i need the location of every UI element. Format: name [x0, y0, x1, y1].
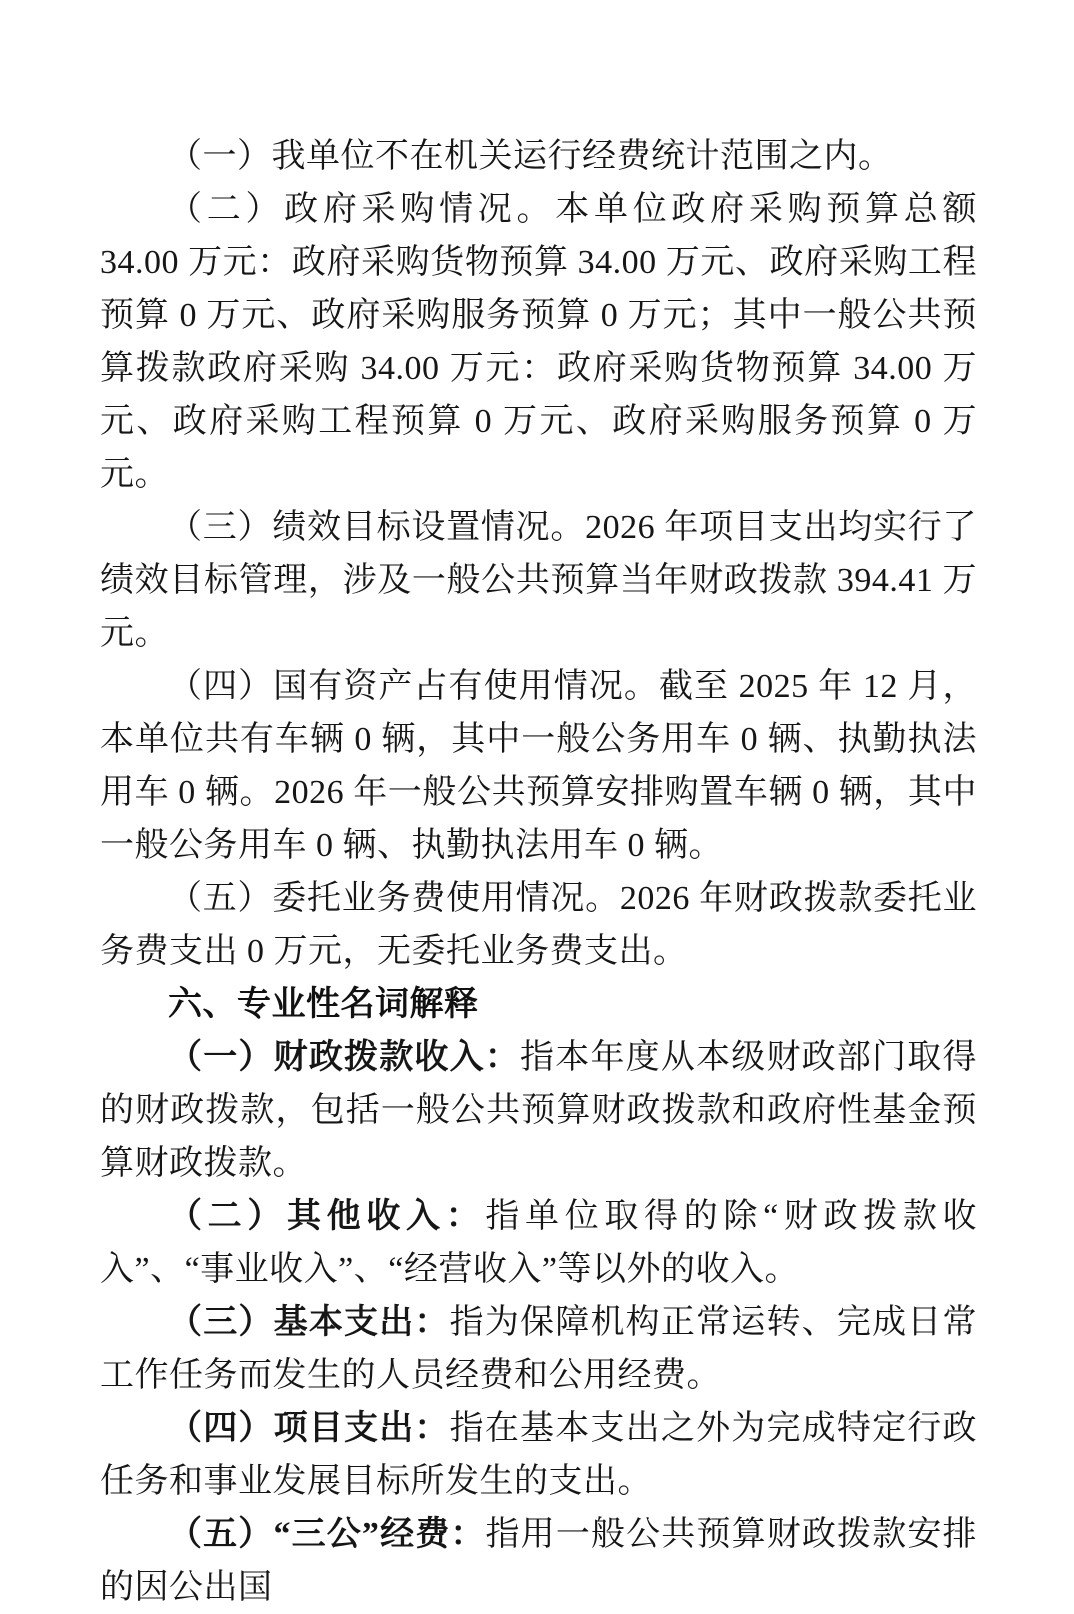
- paragraph: （五）“三公”经费：指用一般公共预算财政拨款安排的因公出国: [100, 1516, 978, 1606]
- term-label: （四）项目支出：: [168, 1410, 450, 1447]
- paragraph: （三）基本支出：指为保障机构正常运转、完成日常工作任务而发生的人员经费和公用经费。: [100, 1304, 978, 1394]
- document-body: [100, 130, 977, 1614]
- paragraph: （四）国有资产占有使用情况。截至 2025 年 12 月，本单位共有车辆 0 辆，其中一般公务用车 0 辆、执勤执法用车 0 辆。2026 年一般公共预算安排购置车辆 0 辆，其中一般公务用车 0 辆、执勤执法用车 0 辆。: [100, 668, 977, 864]
- paragraph: （四）项目支出：指在基本支出之外为完成特定行政任务和事业发展目标所发生的支出。: [100, 1410, 978, 1500]
- paragraph: （二）政府采购情况。本单位政府采购预算总额 34.00 万元：政府采购货物预算 34.00 万元、政府采购工程预算 0 万元、政府采购服务预算 0 万元；其中一般公共预算拨款政府采购 34.00 万元：政府采购货物预算 34.00 万元、政府采购工程预算 0 万元、政府采购服务预算 0 万元。: [100, 191, 977, 493]
- paragraph: （三）绩效目标设置情况。2026 年项目支出均实行了绩效目标管理，涉及一般公共预算当年财政拨款 394.41 万元。: [100, 509, 977, 652]
- term-label: （五）“三公”经费：: [168, 1516, 486, 1553]
- term-label: （一）财政拨款收入：: [168, 1039, 521, 1076]
- term-label: （二）其他收入：: [168, 1198, 486, 1235]
- paragraph: （一）我单位不在机关运行经费统计范围之内。: [168, 138, 893, 175]
- term-label: （三）基本支出：: [168, 1304, 450, 1341]
- paragraph: （五）委托业务费使用情况。2026 年财政拨款委托业务费支出 0 万元，无委托业务费支出。: [100, 880, 977, 970]
- paragraph: （二）其他收入：指单位取得的除“财政拨款收入”、“事业收入”、“经营收入”等以外的收入。: [100, 1198, 978, 1288]
- paragraph: （一）财政拨款收入：指本年度从本级财政部门取得的财政拨款，包括一般公共预算财政拨款和政府性基金预算财政拨款。: [100, 1039, 978, 1182]
- section-heading: 六、专业性名词解释: [168, 985, 479, 1023]
